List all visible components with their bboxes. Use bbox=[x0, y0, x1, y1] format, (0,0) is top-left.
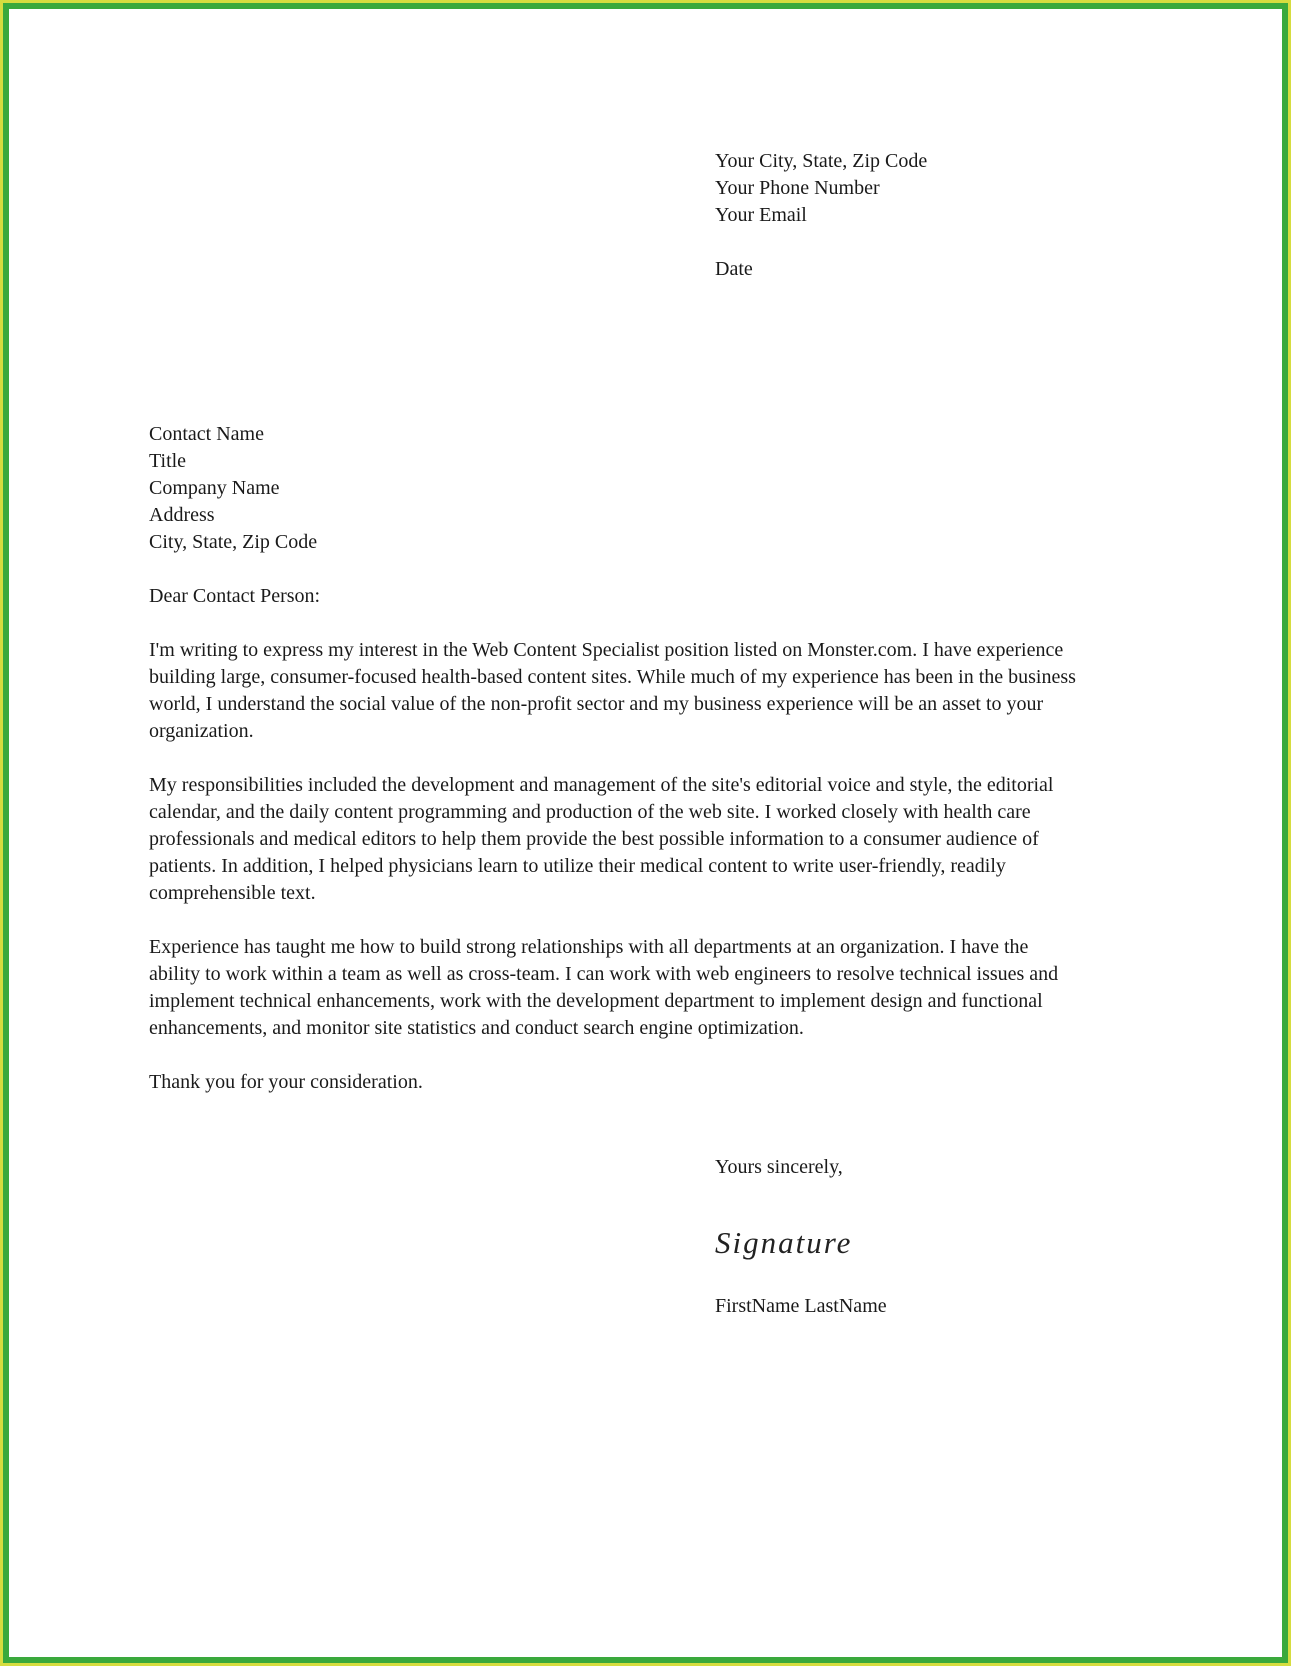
salutation: Dear Contact Person: bbox=[149, 585, 321, 607]
sender-city-state-zip: Your City, State, Zip Code bbox=[715, 150, 928, 172]
signoff-block bbox=[715, 1154, 887, 1320]
recipient-address: Address bbox=[149, 504, 215, 526]
signed-name: FirstName LastName bbox=[715, 1295, 887, 1317]
sender-email: Your Email bbox=[715, 204, 807, 226]
letter-body bbox=[149, 421, 1079, 1096]
date-line: Date bbox=[715, 258, 753, 280]
recipient-title: Title bbox=[149, 450, 187, 472]
sender-phone: Your Phone Number bbox=[715, 177, 880, 199]
paragraph-1: I'm writing to express my interest in the Web Content Specialist position listed on Monster.com. I have experience building large, consumer-focused health-based content sites. While much of my experience has been in the business world, I understand the social value of the non-profit sector and my business experience will be an asset to your organization. bbox=[149, 639, 1076, 742]
recipient-block bbox=[149, 421, 1079, 556]
sender-block bbox=[715, 148, 927, 283]
recipient-city-state-zip: City, State, Zip Code bbox=[149, 531, 318, 553]
letter-page bbox=[3, 3, 1288, 1663]
recipient-contact-name: Contact Name bbox=[149, 423, 264, 445]
signature-script: Signature bbox=[715, 1225, 853, 1260]
paragraph-2: My responsibilities included the development and management of the site's editorial voice and style, the editorial calendar, and the daily content programming and production of the web site. I worked closely with health care professionals and medical editors to help them provide the best possible information to a consumer audience of patients. In addition, I helped physicians learn to utilize their medical content to write user-friendly, readily comprehensible text. bbox=[149, 774, 1054, 904]
recipient-company-name: Company Name bbox=[149, 477, 280, 499]
closing-line: Thank you for your consideration. bbox=[149, 1071, 423, 1093]
valediction: Yours sincerely, bbox=[715, 1156, 843, 1178]
paragraph-3: Experience has taught me how to build strong relationships with all departments at an organization. I have the ability to work within a team as well as cross-team. I can work with web engineers to resolve technical issues and implement technical enhancements, work with the development department to implement design and functional enhancements, and monitor site statistics and conduct search engine optimization. bbox=[149, 936, 1059, 1039]
